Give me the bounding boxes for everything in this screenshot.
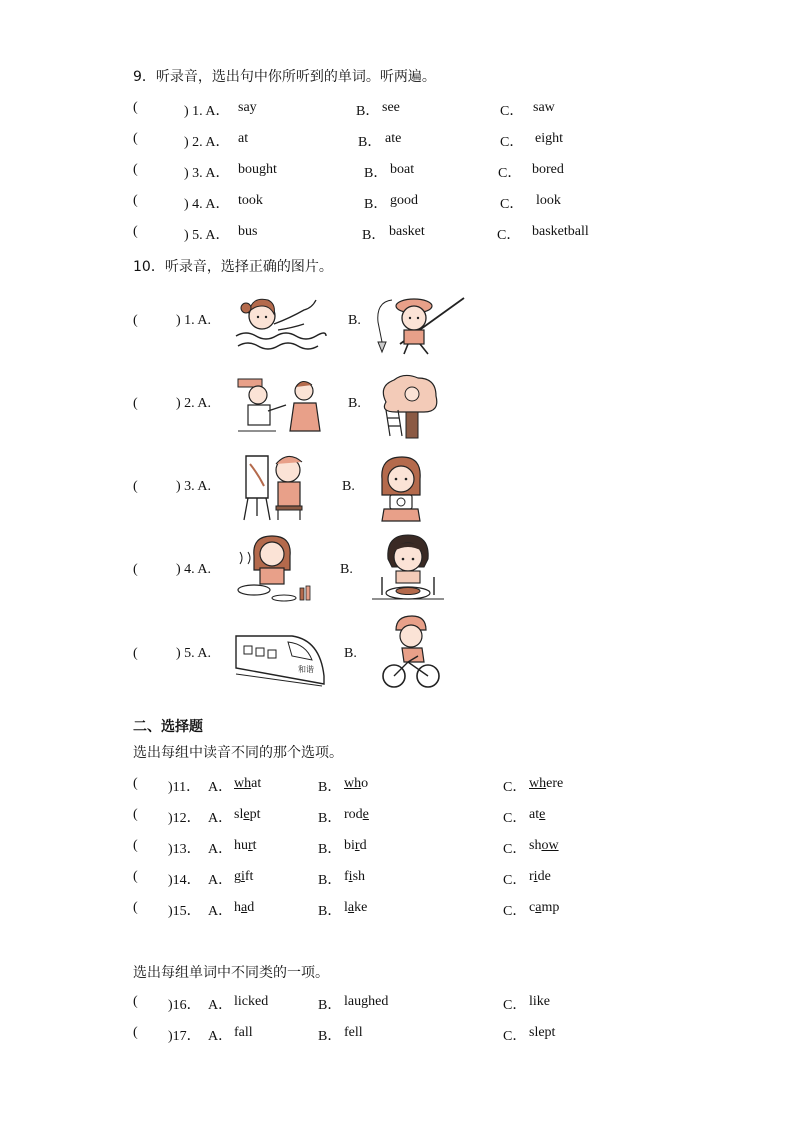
option-b-label: B. xyxy=(348,396,361,411)
option-c: saw xyxy=(533,100,555,115)
cooking-girl-image xyxy=(234,534,312,606)
answer-paren: ( xyxy=(133,313,138,328)
question-number: )16． xyxy=(168,998,201,1013)
option-b-word: laughed xyxy=(344,994,389,1009)
option-a-label: A． xyxy=(208,1029,233,1044)
option-b-label: B． xyxy=(364,197,388,212)
swimming-girl-image xyxy=(234,290,326,352)
question-number: ) 1. A. xyxy=(176,313,211,328)
option-a: say xyxy=(238,100,257,115)
question-number: ) 5. A． xyxy=(184,228,230,243)
option-b-word: lake xyxy=(344,900,368,915)
option-a-word: gift xyxy=(234,869,254,884)
option-b-word: rode xyxy=(344,807,369,822)
option-b-label: B． xyxy=(318,780,342,795)
option-c-label: C． xyxy=(503,904,527,919)
option-b-label: B． xyxy=(318,811,342,826)
answer-paren: ( xyxy=(133,1025,138,1040)
question-number: ) 3. A． xyxy=(184,166,230,181)
option-a-label: A． xyxy=(208,904,233,919)
high-speed-train-image xyxy=(232,624,326,686)
option-a-word: what xyxy=(234,776,262,791)
option-a-word: had xyxy=(234,900,255,915)
option-b: good xyxy=(390,193,418,208)
option-b-label: B． xyxy=(318,842,342,857)
option-b-label: B． xyxy=(358,135,382,150)
question-number: )15． xyxy=(168,904,201,919)
part2-instruction-1: 选出每组中读音不同的那个选项。 xyxy=(133,745,343,761)
question-number: ) 4. A. xyxy=(176,562,211,577)
option-c-label: C． xyxy=(503,842,527,857)
option-c-word: where xyxy=(529,776,564,791)
answer-paren: ( xyxy=(133,646,138,661)
option-c-label: C． xyxy=(503,780,527,795)
option-b-label: B． xyxy=(318,998,342,1013)
section10-heading: 10．听录音，选择正确的图片。 xyxy=(133,259,333,275)
option-b-label: B. xyxy=(344,646,357,661)
option-b-word: fell xyxy=(344,1025,363,1040)
option-a-word: slept xyxy=(234,807,261,822)
option-a: bus xyxy=(238,224,258,239)
option-c-label: C． xyxy=(497,228,521,243)
option-a-word: hurt xyxy=(234,838,257,853)
option-b-label: B． xyxy=(364,166,388,181)
answer-paren: ( xyxy=(133,807,138,822)
answer-paren: ( xyxy=(133,776,138,791)
section9-heading: 9．听录音，选出句中你所听到的单词。听两遍。 xyxy=(133,69,436,85)
option-b-label: B． xyxy=(318,904,342,919)
answer-paren: ( xyxy=(133,838,138,853)
answer-paren: ( xyxy=(133,900,138,915)
option-c-word: ate xyxy=(529,807,546,822)
question-number: ) 2. A． xyxy=(184,135,230,150)
answer-paren: ( xyxy=(133,162,138,177)
option-c-label: C． xyxy=(500,135,524,150)
option-b-label: B. xyxy=(340,562,353,577)
question-number: )11． xyxy=(168,780,201,795)
answer-paren: ( xyxy=(133,396,138,411)
option-c-word: show xyxy=(529,838,559,853)
girl-in-tree-image xyxy=(376,372,442,438)
option-b-word: who xyxy=(344,776,369,791)
option-a-label: A． xyxy=(208,873,233,888)
option-a-word: licked xyxy=(234,994,269,1009)
option-c-label: C． xyxy=(500,104,524,119)
question-number: ) 5. A. xyxy=(176,646,211,661)
option-b-word: bird xyxy=(344,838,367,853)
photo-girl-image xyxy=(376,455,426,521)
question-number: ) 4. A． xyxy=(184,197,230,212)
option-c-label: C． xyxy=(503,1029,527,1044)
option-c-label: C． xyxy=(503,873,527,888)
option-b-label: B． xyxy=(356,104,380,119)
option-a-word: fall xyxy=(234,1025,253,1040)
option-c-label: C． xyxy=(500,197,524,212)
cycling-boy-image xyxy=(380,614,442,690)
option-c-word: like xyxy=(529,994,550,1009)
option-a-label: A． xyxy=(208,811,233,826)
option-c-label: C． xyxy=(503,998,527,1013)
answer-paren: ( xyxy=(133,193,138,208)
option-b-label: B. xyxy=(342,479,355,494)
option-c-label: C． xyxy=(498,166,522,181)
answer-paren: ( xyxy=(133,100,138,115)
option-b-label: B． xyxy=(318,873,342,888)
option-c-word: camp xyxy=(529,900,560,915)
option-a-label: A． xyxy=(208,780,233,795)
option-c: look xyxy=(536,193,561,208)
option-a: at xyxy=(238,131,249,146)
option-a-label: A． xyxy=(208,998,233,1013)
option-b-label: B． xyxy=(362,228,386,243)
train-sign: 和谐 xyxy=(298,665,314,674)
option-a-label: A． xyxy=(208,842,233,857)
part2-instruction-2: 选出每组单词中不同类的一项。 xyxy=(133,965,329,981)
part2-heading: 二、选择题 xyxy=(133,719,203,735)
question-number: )14． xyxy=(168,873,201,888)
answer-paren: ( xyxy=(133,479,138,494)
question-number: ) 3. A. xyxy=(176,479,211,494)
painting-boy-image xyxy=(242,450,310,522)
answer-paren: ( xyxy=(133,994,138,1009)
answer-paren: ( xyxy=(133,131,138,146)
fishing-boy-image xyxy=(370,292,468,354)
answer-paren: ( xyxy=(133,562,138,577)
question-number: ) 2. A. xyxy=(176,396,211,411)
option-b: ate xyxy=(385,131,402,146)
option-b: see xyxy=(382,100,400,115)
question-number: )13． xyxy=(168,842,201,857)
option-c: basketball xyxy=(532,224,589,239)
option-c: eight xyxy=(535,131,563,146)
question-number: ) 1. A． xyxy=(184,104,230,119)
answer-paren: ( xyxy=(133,224,138,239)
question-number: )17． xyxy=(168,1029,201,1044)
option-c-word: slept xyxy=(529,1025,556,1040)
option-c: bored xyxy=(532,162,564,177)
interview-image xyxy=(236,375,322,433)
option-b-word: fish xyxy=(344,869,366,884)
question-number: )12． xyxy=(168,811,201,826)
option-b: basket xyxy=(389,224,425,239)
option-b: boat xyxy=(390,162,415,177)
option-a: took xyxy=(238,193,263,208)
option-a: bought xyxy=(238,162,277,177)
option-b-label: B. xyxy=(348,313,361,328)
answer-paren: ( xyxy=(133,869,138,884)
option-b-label: B． xyxy=(318,1029,342,1044)
option-c-label: C． xyxy=(503,811,527,826)
option-c-word: ride xyxy=(529,869,551,884)
eating-girl-image xyxy=(372,533,444,603)
